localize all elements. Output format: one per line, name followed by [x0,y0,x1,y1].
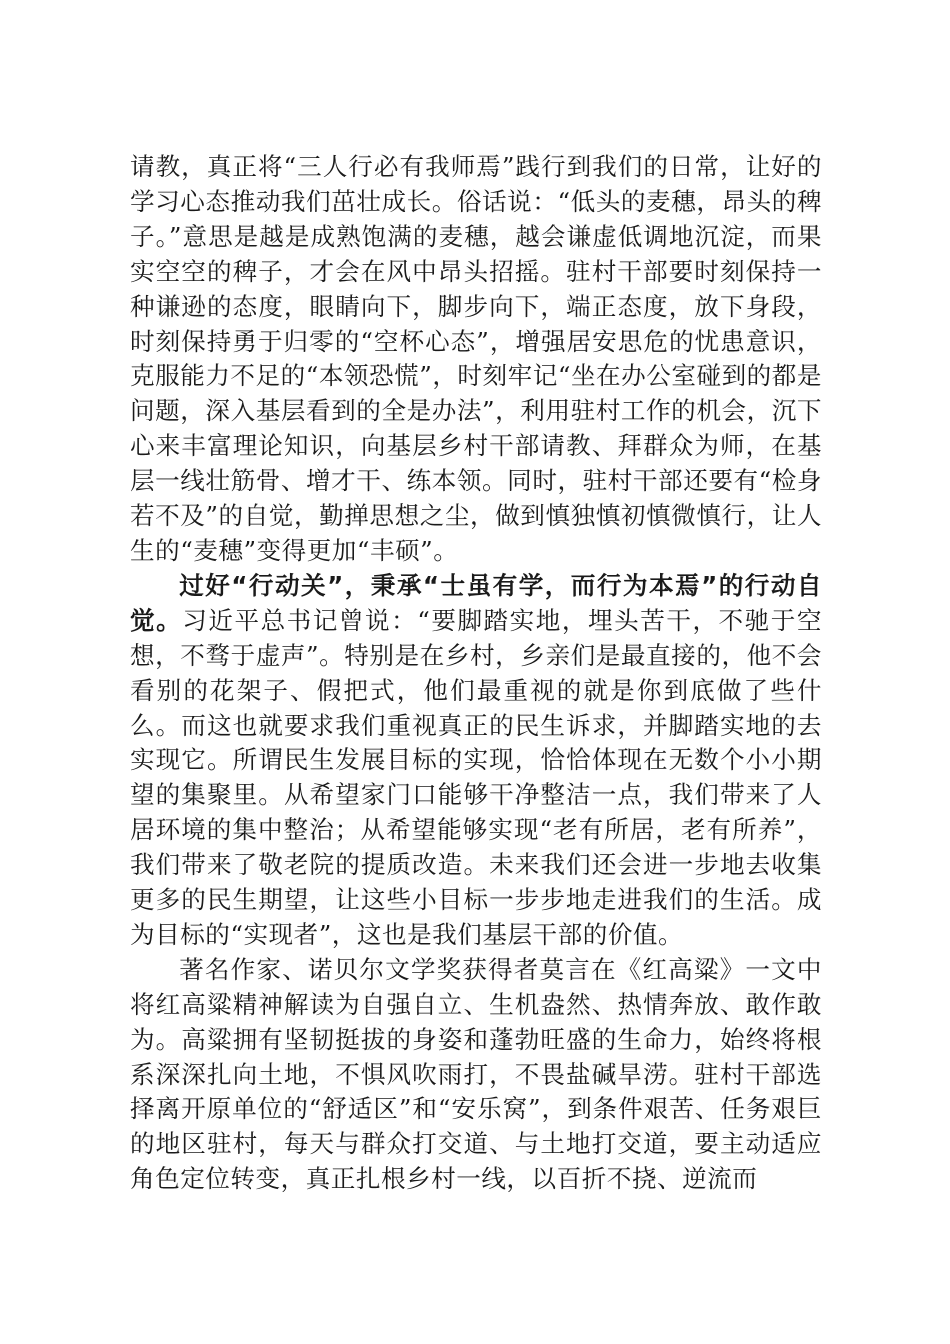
paragraph-action-section [130,569,822,953]
paragraph-1-text: 请教，真正将“三人行必有我师焉”践行到我们的日常，让好的学习心态推动我们茁壮成长。俗话说：“低头的麦穗，昂头的稗子。”意思是越是成熟饱满的麦穗，越会谦虚低调地沉淀，而果实空空的稗子，才会在风中昂头招摇。驻村干部要时刻保持一种谦逊的态度，眼睛向下，脚步向下，端正态度，放下身段，时刻保持勇于归零的“空杯心态”，增强居安思危的忧患意识，克服能力不足的“本领恐慌”，时刻牢记“坐在办公室碰到的都是问题，深入基层看到的全是办法”，利用驻村工作的机会，沉下心来丰富理论知识，向基层乡村干部请教、拜群众为师，在基层一线壮筋骨、增才干、练本领。同时，驻村干部还要有“检身若不及”的自觉，勤掸思想之尘，做到慎独慎初慎微慎行，让人生的“麦穗”变得更加“丰硕”。 [130,152,822,565]
document-page [130,150,822,1197]
paragraph-continuation [130,150,822,569]
paragraph-2-lead-heading: 过好“行动关”，秉承“士虽有学，而行为本焉”的行动自觉。 [130,570,822,635]
paragraph-3-text: 著名作家、诺贝尔文学奖获得者莫言在《红高粱》一文中将红高粱精神解读为自强自立、生机盎然、热情奔放、敢作敢为。高粱拥有坚韧挺拔的身姿和蓬勃旺盛的生命力，始终将根系深深扎向土地，不惧风吹雨打，不畏盐碱旱涝。驻村干部选择离开原单位的“舒适区”和“安乐窝”，到条件艰苦、任务艰巨的地区驻村，每天与群众打交道、与土地打交道，要主动适应角色定位转变，真正扎根乡村一线，以百折不挠、逆流而 [130,954,822,1194]
paragraph-red-sorghum [130,953,822,1197]
paragraph-2-text: 习近平总书记曾说：“要脚踏实地，埋头苦干，不驰于空想，不骛于虚声”。特别是在乡村，乡亲们是最直接的，他不会看别的花架子、假把式，他们最重视的就是你到底做了些什么。而这也就要求我们重视真正的民生诉求，并脚踏实地的去实现它。所谓民生发展目标的实现，恰恰体现在无数个小小期望的集聚里。从希望家门口能够干净整洁一点，我们带来了人居环境的集中整治；从希望能够实现“老有所居，老有所养”，我们带来了敬老院的提质改造。未来我们还会进一步地去收集更多的民生期望，让这些小目标一步步地走进我们的生活。成为目标的“实现者”，这也是我们基层干部的价值。 [130,605,822,949]
